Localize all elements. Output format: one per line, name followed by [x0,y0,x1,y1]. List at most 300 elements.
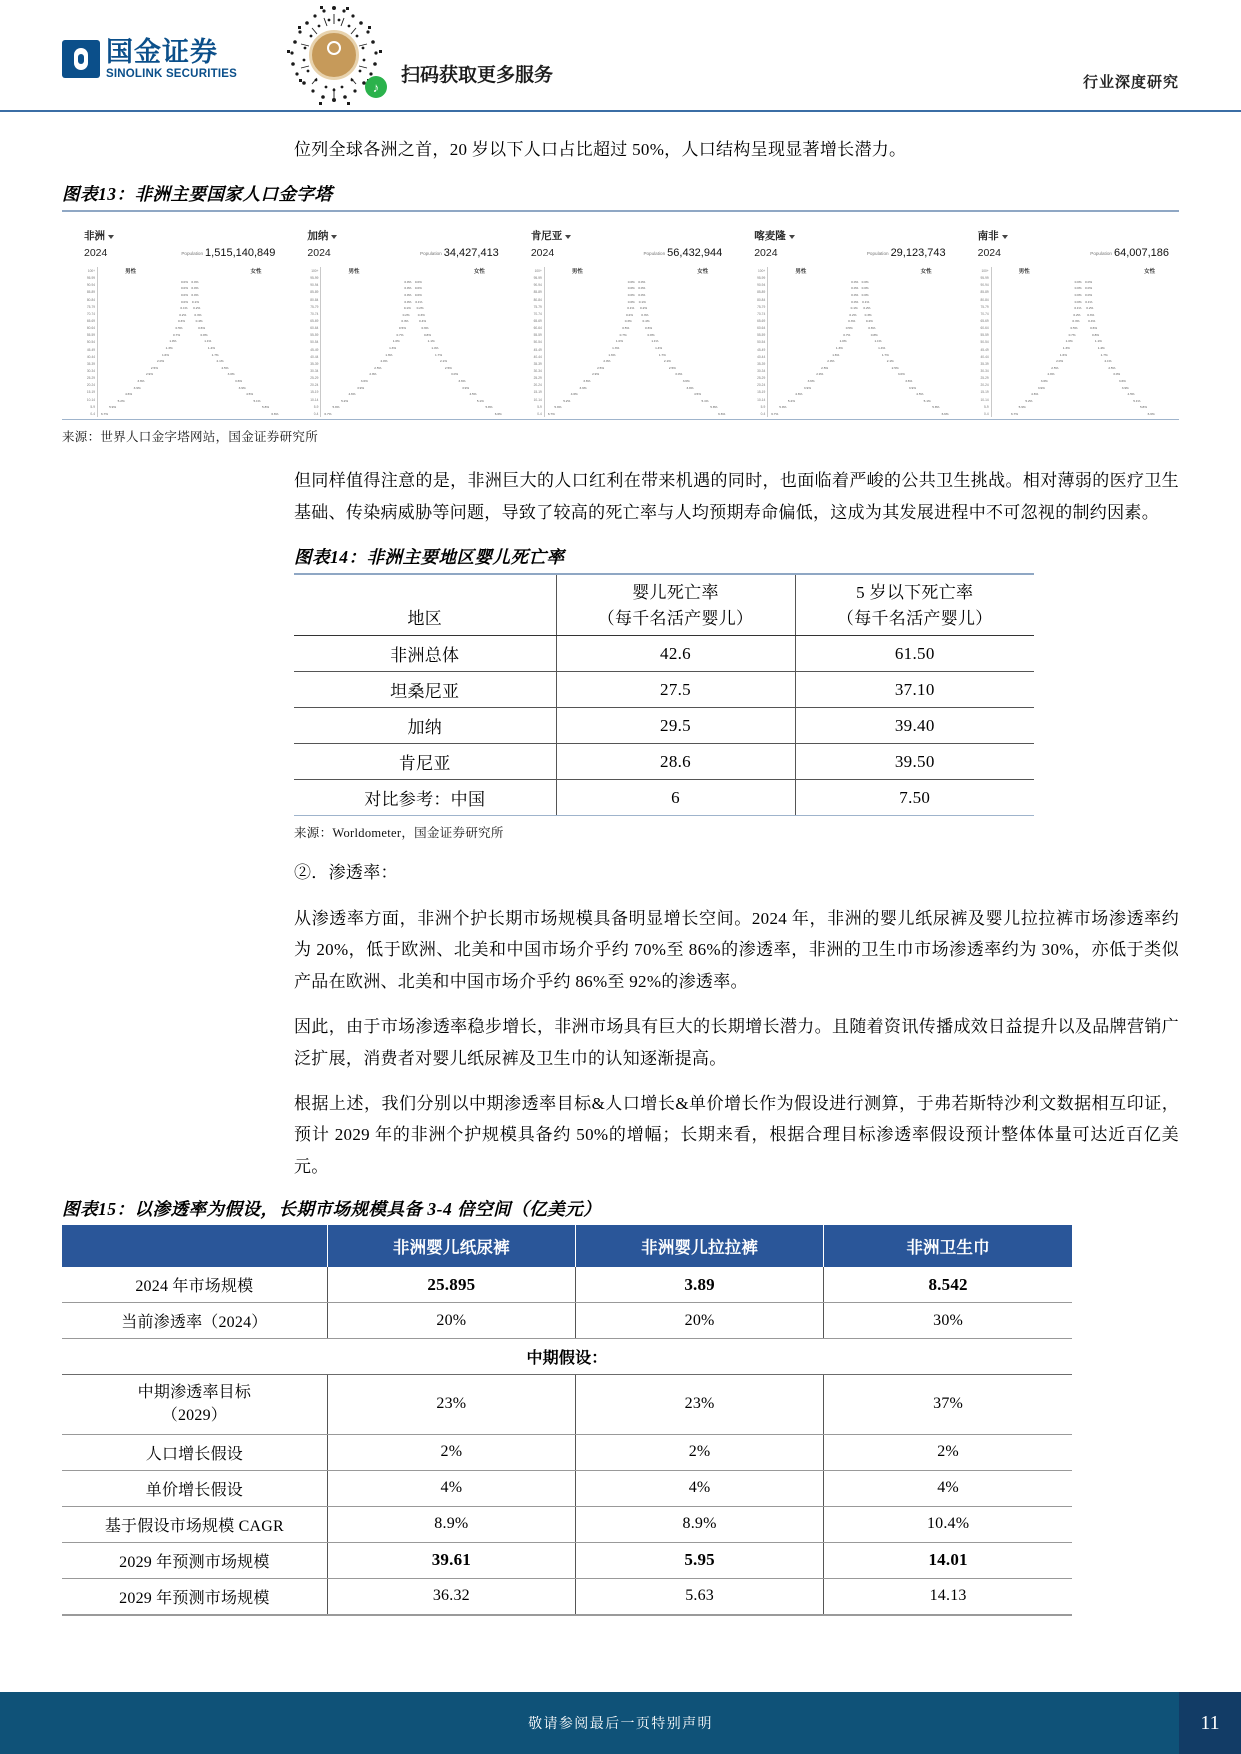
pyramid-male-value: 5.2% [341,398,349,403]
pyramid-age-row [323,371,502,378]
table-row [294,636,1034,672]
pyramid-chart [289,267,504,417]
pyramid-female-half [190,319,280,323]
pyramid-age-row [547,292,726,299]
pyramid-male-half [770,300,860,304]
pyramid-male-value: 2.5% [374,365,382,370]
pyramid-female-half [413,339,503,343]
pyramid-female-value: 1.4% [878,345,886,350]
pyramid-age-tick: 35-39 [86,361,95,366]
pyramid-male-half [770,339,860,343]
pyramid-male-half [994,306,1084,310]
figure15-cell-pants: 2% [575,1434,823,1470]
pyramid-female-value: 2.5% [221,365,229,370]
pyramid-female-value: 3.9% [908,385,916,390]
pyramid-age-row [100,292,279,299]
pyramid-age-row [994,285,1173,292]
figure14-tbody [294,636,1034,816]
pyramid-female-value: 2.1% [663,359,671,364]
pyramid-female-value: 6.6% [494,412,502,417]
pyramid-female-value: 0.2% [193,306,201,311]
pyramid-female-half [413,405,503,409]
pyramid-age-tick: 95-99 [86,276,95,281]
pyramid-female-value: 3.9% [462,385,470,390]
figure14-cell-region: 非洲总体 [294,636,556,672]
pyramid-female-value: 0.8% [200,332,208,337]
pyramid-age-tick: 25-29 [757,376,766,381]
pyramid-female-half [637,353,727,357]
pyramid-female-value: 1.7% [435,352,443,357]
pyramid-female-value: 3.6% [682,379,690,384]
figure15-title: 图表15：以渗透率为假设，长期市场规模具备 3-4 倍空间（亿美元） [62,1199,602,1220]
page-content [0,134,1241,1616]
pyramid-female-half [860,286,950,290]
pyramid-age-row [323,298,502,305]
pyramid-female-half [1083,286,1173,290]
figure15-cell-pants: 5.95 [575,1542,823,1578]
pyramid-male-value: 3.9% [579,385,587,390]
brand-logo [62,38,237,80]
figure15-row-label-l1: 中期渗透率目标 [137,1384,252,1402]
wechat-badge-icon: ♪ [365,76,387,98]
pyramid-age-tick: 15-19 [980,390,989,395]
pyramid-female-value: 3.6% [458,379,466,384]
pyramid-bars [323,278,502,417]
pyramid-age-tick: 50-54 [533,340,542,345]
pyramid-male-value: 1.6% [1059,352,1067,357]
pyramid-age-row [547,404,726,411]
pyramid-female-value: 0.4% [642,319,650,324]
pyramid-bars [770,278,949,417]
pyramid-female-value: 0.0% [861,286,869,291]
pyramid-female-half [637,379,727,383]
pyramid-male-value: 2.0% [1056,359,1064,364]
pyramid-age-tick: 45-49 [980,347,989,352]
figure15-bottom-rule [62,1614,1072,1616]
pyramid-female-value: 4.5% [246,392,254,397]
pyramid-male-half [994,300,1084,304]
pyramid-age-tick: 65-69 [310,319,319,323]
pyramid-female-value: 6.6% [1147,412,1155,417]
pyramid-age-row [994,298,1173,305]
pyramid-female-value: 4.5% [693,392,702,397]
pyramid-age-row [547,391,726,398]
pyramid-female-value: 3.6% [234,379,243,384]
pyramid-male-value: 4.6% [795,392,803,397]
pyramid-male-value: 1.6% [161,352,170,357]
pyramid-age-row [994,358,1173,365]
pyramid-header [513,228,728,261]
pyramid-female-half [860,313,950,317]
figure15-cell-diapers: 2% [327,1434,575,1470]
qr-code-icon[interactable] [279,4,389,108]
pyramid-female-half [413,379,503,383]
pyramid-male-value: 2.5% [150,365,158,370]
section2-paragraph-2: 因此，由于市场渗透率稳步增长，非洲市场具有巨大的长期增长潜力。且随着资讯传播成效日益提升以及品牌营销广泛扩展，消费者对婴儿纸尿裤及卫生巾的认知逐渐提高。 [294,1017,1179,1068]
pyramid-male-half [547,353,637,357]
pyramid-female-value: 6.6% [941,412,949,417]
pyramid-male-half [323,379,413,383]
pyramid-female-value: 5.8% [932,405,940,410]
pyramid-female-value: 0.3% [1087,312,1095,317]
pyramid-male-value: 0.7% [173,332,181,337]
pyramid-male-half [100,326,190,330]
pyramid-female-value: 5.8% [485,405,493,410]
pyramid-male-value: 4.6% [570,392,578,397]
pyramid-female-value: 5.8% [710,405,718,410]
pyramid-male-half [994,293,1084,297]
pyramid-female-half [190,346,280,350]
figure14-cell-infant: 28.6 [556,744,795,780]
pyramid-country-selector[interactable] [531,228,728,243]
figure14-col-infant [556,575,795,636]
pyramid-male-half [547,405,637,409]
pyramid-age-tick: 55-59 [310,333,319,338]
pyramid-female-half [190,366,280,370]
pyramid-male-value: 3.9% [357,385,365,390]
pyramid-sex-labels [323,267,502,277]
pyramid-population-caption: Population [866,251,889,257]
pyramid-male-value: 2.9% [592,372,600,377]
pyramid-female-half [1083,346,1173,350]
pyramid-age-tick: 40-44 [86,354,95,359]
pyramid-female-half [860,346,950,350]
figure15-cell-pants: 20% [575,1303,823,1339]
pyramid-male-half [770,346,860,350]
pyramid-age-row [100,378,279,385]
pyramid-female-value: 1.1% [874,339,882,344]
pyramid-age-tick: 20-24 [310,383,319,388]
pyramid-age-tick: 50-54 [86,340,95,345]
pyramid-male-half [770,353,860,357]
pyramid-age-tick: 75-79 [310,304,319,309]
pyramid-female-half [413,386,503,390]
pyramid-male-half [994,405,1084,409]
pyramid-female-value: 0.0% [1085,286,1093,291]
pyramid-female-half [190,300,280,304]
pyramid-age-row [770,318,949,325]
figure15-cell-diapers: 39.61 [327,1542,575,1578]
pyramid-year-row [531,243,728,261]
figure14-table-wrap [294,573,1179,816]
pyramid-age-row [547,338,726,345]
pyramid-age-tick: 20-24 [757,383,766,388]
pyramid-year: 2024 [530,247,555,260]
pyramid-male-half [547,286,637,290]
pyramid-female-half [637,399,727,403]
pyramid-female-value: 0.0% [638,286,646,291]
figure15-col-sanitary: 非洲卫生巾 [824,1225,1072,1267]
pyramid-male-value: 5.2% [1025,398,1033,403]
pyramid-female-half [1083,399,1173,403]
pyramid-sex-labels [994,267,1173,277]
pyramid-female-value: 2.5% [668,365,676,370]
pyramid-female-half [413,313,503,317]
pyramid-female-value: 0.0% [861,279,869,284]
pyramid-age-row [770,305,949,312]
pyramid-female-value: 3.0% [451,372,459,377]
pyramid-age-tick: 75-79 [86,304,95,309]
pyramid-country-label: 喀麦隆 [754,230,786,243]
pyramid-female-half [1083,379,1173,383]
pyramid-age-tick: 50-54 [310,340,319,345]
brand-name-en: SINOLINK SECURITIES [106,68,237,81]
pyramid-female-value: 2.5% [444,365,452,370]
pyramid-population-caption: Population [643,251,666,257]
table-row [62,1434,1072,1470]
pyramid-female-value: 0.0% [1085,279,1093,284]
pyramid-male-half [547,326,637,330]
pyramid-male-value: 0.1% [1074,306,1082,311]
pyramid-male-value: 1.3% [835,345,843,350]
pyramid-female-value: 3.6% [905,379,913,384]
pyramid-male-value: 1.0% [392,339,400,344]
pyramid-male-half [323,293,413,297]
pyramid-male-half [547,313,637,317]
pyramid-male-half [994,353,1084,357]
pyramid-male-half [770,319,860,323]
pyramid-age-tick: 100+ [758,269,766,273]
pyramid-population-caption: Population [181,251,204,257]
figure14-table [294,575,1034,815]
figure15-table [62,1225,1072,1613]
pyramid-male-value: 2.9% [1047,372,1055,377]
pyramid-male-value: 0.0% [627,292,635,297]
pyramid-age-row [547,411,726,418]
pyramid-country-label: 肯尼亚 [530,230,563,243]
pyramid-female-value: 3.9% [1121,385,1129,390]
pyramid-male-value: 0.0% [851,292,859,297]
pyramid-country-selector[interactable] [978,228,1175,243]
pyramid-age-tick: 55-59 [533,333,542,338]
pyramid-age-tick: 80-84 [757,297,766,302]
pyramid-female-value: 5.8% [1139,405,1148,410]
pyramid-age-tick: 100+ [534,269,542,273]
pyramid-male-value: 1.3% [612,345,620,350]
pyramid-age-row [994,318,1173,325]
figure15-row-label: 人口增长假设 [62,1434,327,1470]
pyramid-population-caption: Population [420,251,442,257]
pyramid-male-half [770,286,860,290]
pyramid-age-row [770,285,949,292]
pyramid-female-value: 1.4% [1097,345,1105,350]
pyramid-age-row [547,278,726,285]
pyramid-male-value: 1.6% [832,352,840,357]
pyramid-age-row [770,364,949,371]
pyramid-male-value: 2.0% [603,359,611,364]
pyramid-age-row [100,371,279,378]
pyramid-female-half [413,326,503,330]
pyramid-female-value: 0.8% [870,332,878,337]
figure13-bottom-rule [62,419,1179,420]
pyramid-male-value: 0.5% [622,326,630,331]
pyramid-age-row [770,391,949,398]
pyramid-male-value: 6.7% [547,412,555,417]
table-row [62,1303,1072,1339]
pyramid-female-half [1083,366,1173,370]
pyramid-male-half [323,326,413,330]
pyramid-age-row [100,351,279,358]
pyramid-male-value: 0.7% [843,332,851,337]
pyramid-age-row [994,391,1173,398]
pyramid-female-value: 3.0% [227,372,235,377]
pyramid-female-value: 0.0% [414,292,422,297]
figure14-cell-infant: 42.6 [556,636,795,672]
footer-disclaimer: 敬请参阅最后一页特别声明 [528,1717,713,1732]
figure14-title: 图表14：非洲主要地区婴儿死亡率 [294,547,565,568]
pyramid-panel-cameroon [732,228,955,415]
pyramid-female-value: 0.1% [1085,299,1093,304]
pyramid-age-row [770,384,949,391]
pyramid-age-row [770,325,949,332]
pyramid-female-value: 2.1% [1104,359,1112,364]
pyramid-male-half [770,372,860,376]
pyramid-age-tick: 90-94 [86,283,95,288]
pyramid-female-half [637,405,727,409]
figure15-cell-pants: 5.63 [575,1578,823,1614]
pyramid-female-value: 1.1% [427,339,435,344]
pyramid-male-value: 0.3% [401,319,409,324]
pyramid-male-value: 5.2% [117,398,125,403]
pyramid-male-value: 1.3% [165,345,173,350]
figure14-cell-region: 坦桑尼亚 [294,672,556,708]
pyramid-female-half [860,326,950,330]
figure15-cell-diapers: 20% [327,1303,575,1339]
figure15-row-label: 2029 年预测市场规模 [119,1589,270,1607]
pyramid-age-row [100,298,279,305]
pyramid-age-row [100,345,279,352]
pyramid-female-value: 0.3% [417,312,425,317]
pyramid-male-half [323,306,413,310]
pyramid-male-half [994,386,1084,390]
pyramid-age-row [770,278,949,285]
pyramid-male-value: 2.0% [380,359,388,364]
pyramid-female-half [190,412,280,416]
pyramid-female-half [637,386,727,390]
figure14-col-region-l2: 地区 [407,608,443,628]
pyramid-age-row [770,312,949,319]
figure15-cell-pants: 8.9% [575,1506,823,1542]
figure14-col-infant-l1: 婴儿死亡率 [632,583,719,603]
pyramid-male-half [547,306,637,310]
pyramid-age-tick: 75-79 [757,304,766,309]
pyramid-female-half [637,326,727,330]
figure14-col-under5-l1: 5 岁以下死亡率 [856,583,974,603]
pyramid-male-half [323,346,413,350]
pyramid-age-tick: 90-94 [980,283,989,288]
pyramid-male-label: 男性 [571,269,583,276]
pyramid-male-half [323,313,413,317]
pyramid-age-tick: 30-34 [980,369,989,373]
pyramid-male-half [100,319,190,323]
pyramid-female-half [637,280,727,284]
pyramid-male-value: 0.0% [180,292,188,297]
pyramid-age-row [994,345,1173,352]
pyramid-age-tick: 20-24 [86,383,95,388]
pyramid-female-value: 5.1% [923,398,931,403]
section2-paragraph-3: 根据上述，我们分别以中期渗透率目标&人口增长&单价增长作为假设进行测算，于弗若斯特沙利文数据相互印证，预计 2029 年的非洲个护规模具备约 50%的增幅；长期来看，根据合理目标渗透率假设预计整体体量可达近百亿美元。 [294,1093,1179,1176]
pyramid-male-value: 3.6% [807,379,815,384]
pyramid-female-half [860,293,950,297]
pyramid-female-half [413,372,503,376]
pyramid-male-value: 0.3% [1072,319,1080,324]
figure14-cell-infant: 29.5 [556,708,795,744]
pyramid-male-half [770,399,860,403]
pyramid-age-row [100,318,279,325]
pyramid-age-tick: 45-49 [86,347,95,352]
figure15-cell-pants: 4% [575,1470,823,1506]
pyramid-female-value: 0.6% [198,326,206,331]
qr-caption: 扫码获取更多服务 [400,64,553,86]
pyramid-age-tick: 20-24 [980,383,989,388]
pyramid-population-value: 34,427,413 [443,247,499,260]
pyramid-male-half [547,319,637,323]
pyramid-male-half [994,412,1084,416]
pyramid-female-half [637,306,727,310]
pyramid-age-tick: 45-49 [533,347,542,352]
pyramid-female-half [637,313,727,317]
pyramid-female-half [190,386,280,390]
pyramid-female-value: 6.6% [271,412,279,417]
pyramid-age-row [547,345,726,352]
pyramid-age-tick: 40-44 [757,354,766,359]
pyramid-male-half [323,372,413,376]
pyramid-age-tick: 50-54 [757,340,766,345]
pyramid-female-value: 3.0% [675,372,683,377]
pyramid-female-half [637,319,727,323]
pyramid-male-half [100,399,190,403]
pyramid-male-half [100,313,190,317]
pyramid-age-row [770,411,949,418]
pyramid-age-row [994,312,1173,319]
pyramid-age-row [323,398,502,405]
pyramid-male-value: 4.6% [348,392,356,397]
pyramid-age-tick: 70-74 [310,311,319,316]
pyramid-male-half [323,300,413,304]
table-header-row [62,1225,1072,1267]
pyramid-female-half [1083,300,1173,304]
pyramid-female-value: 0.0% [1085,292,1093,297]
pyramid-country-selector[interactable] [754,228,951,243]
pyramid-male-value: 0.0% [1074,299,1082,304]
chevron-down-icon [789,235,795,239]
pyramid-male-half [100,300,190,304]
pyramid-age-row [994,325,1173,332]
pyramid-country-selector[interactable] [84,228,281,243]
figure15-section-label: 中期假设： [62,1339,1072,1375]
pyramid-header [736,228,951,261]
figure14-source: 来源：Worldometer，国金证券研究所 [294,826,504,841]
pyramid-female-value: 0.2% [416,306,424,311]
pyramid-male-value: 0.0% [1074,286,1082,291]
pyramid-panel-kenya [509,228,732,415]
pyramid-female-half [860,386,950,390]
pyramid-country-selector[interactable] [307,228,504,243]
header-divider [0,110,1241,112]
pyramid-female-half [413,286,503,290]
pyramid-male-value: 1.3% [1062,345,1070,350]
pyramid-female-label: 女性 [1144,269,1156,276]
section2-heading: ②．渗透率： [294,863,398,883]
pyramid-male-half [770,359,860,363]
pyramid-age-axis [72,267,98,417]
pyramid-age-row [547,358,726,365]
pyramid-male-value: 5.2% [563,398,571,403]
sinolink-logo-icon [62,40,100,78]
pyramid-female-value: 0.2% [863,306,871,311]
pyramid-male-half [100,386,190,390]
pyramid-female-half [1083,359,1173,363]
